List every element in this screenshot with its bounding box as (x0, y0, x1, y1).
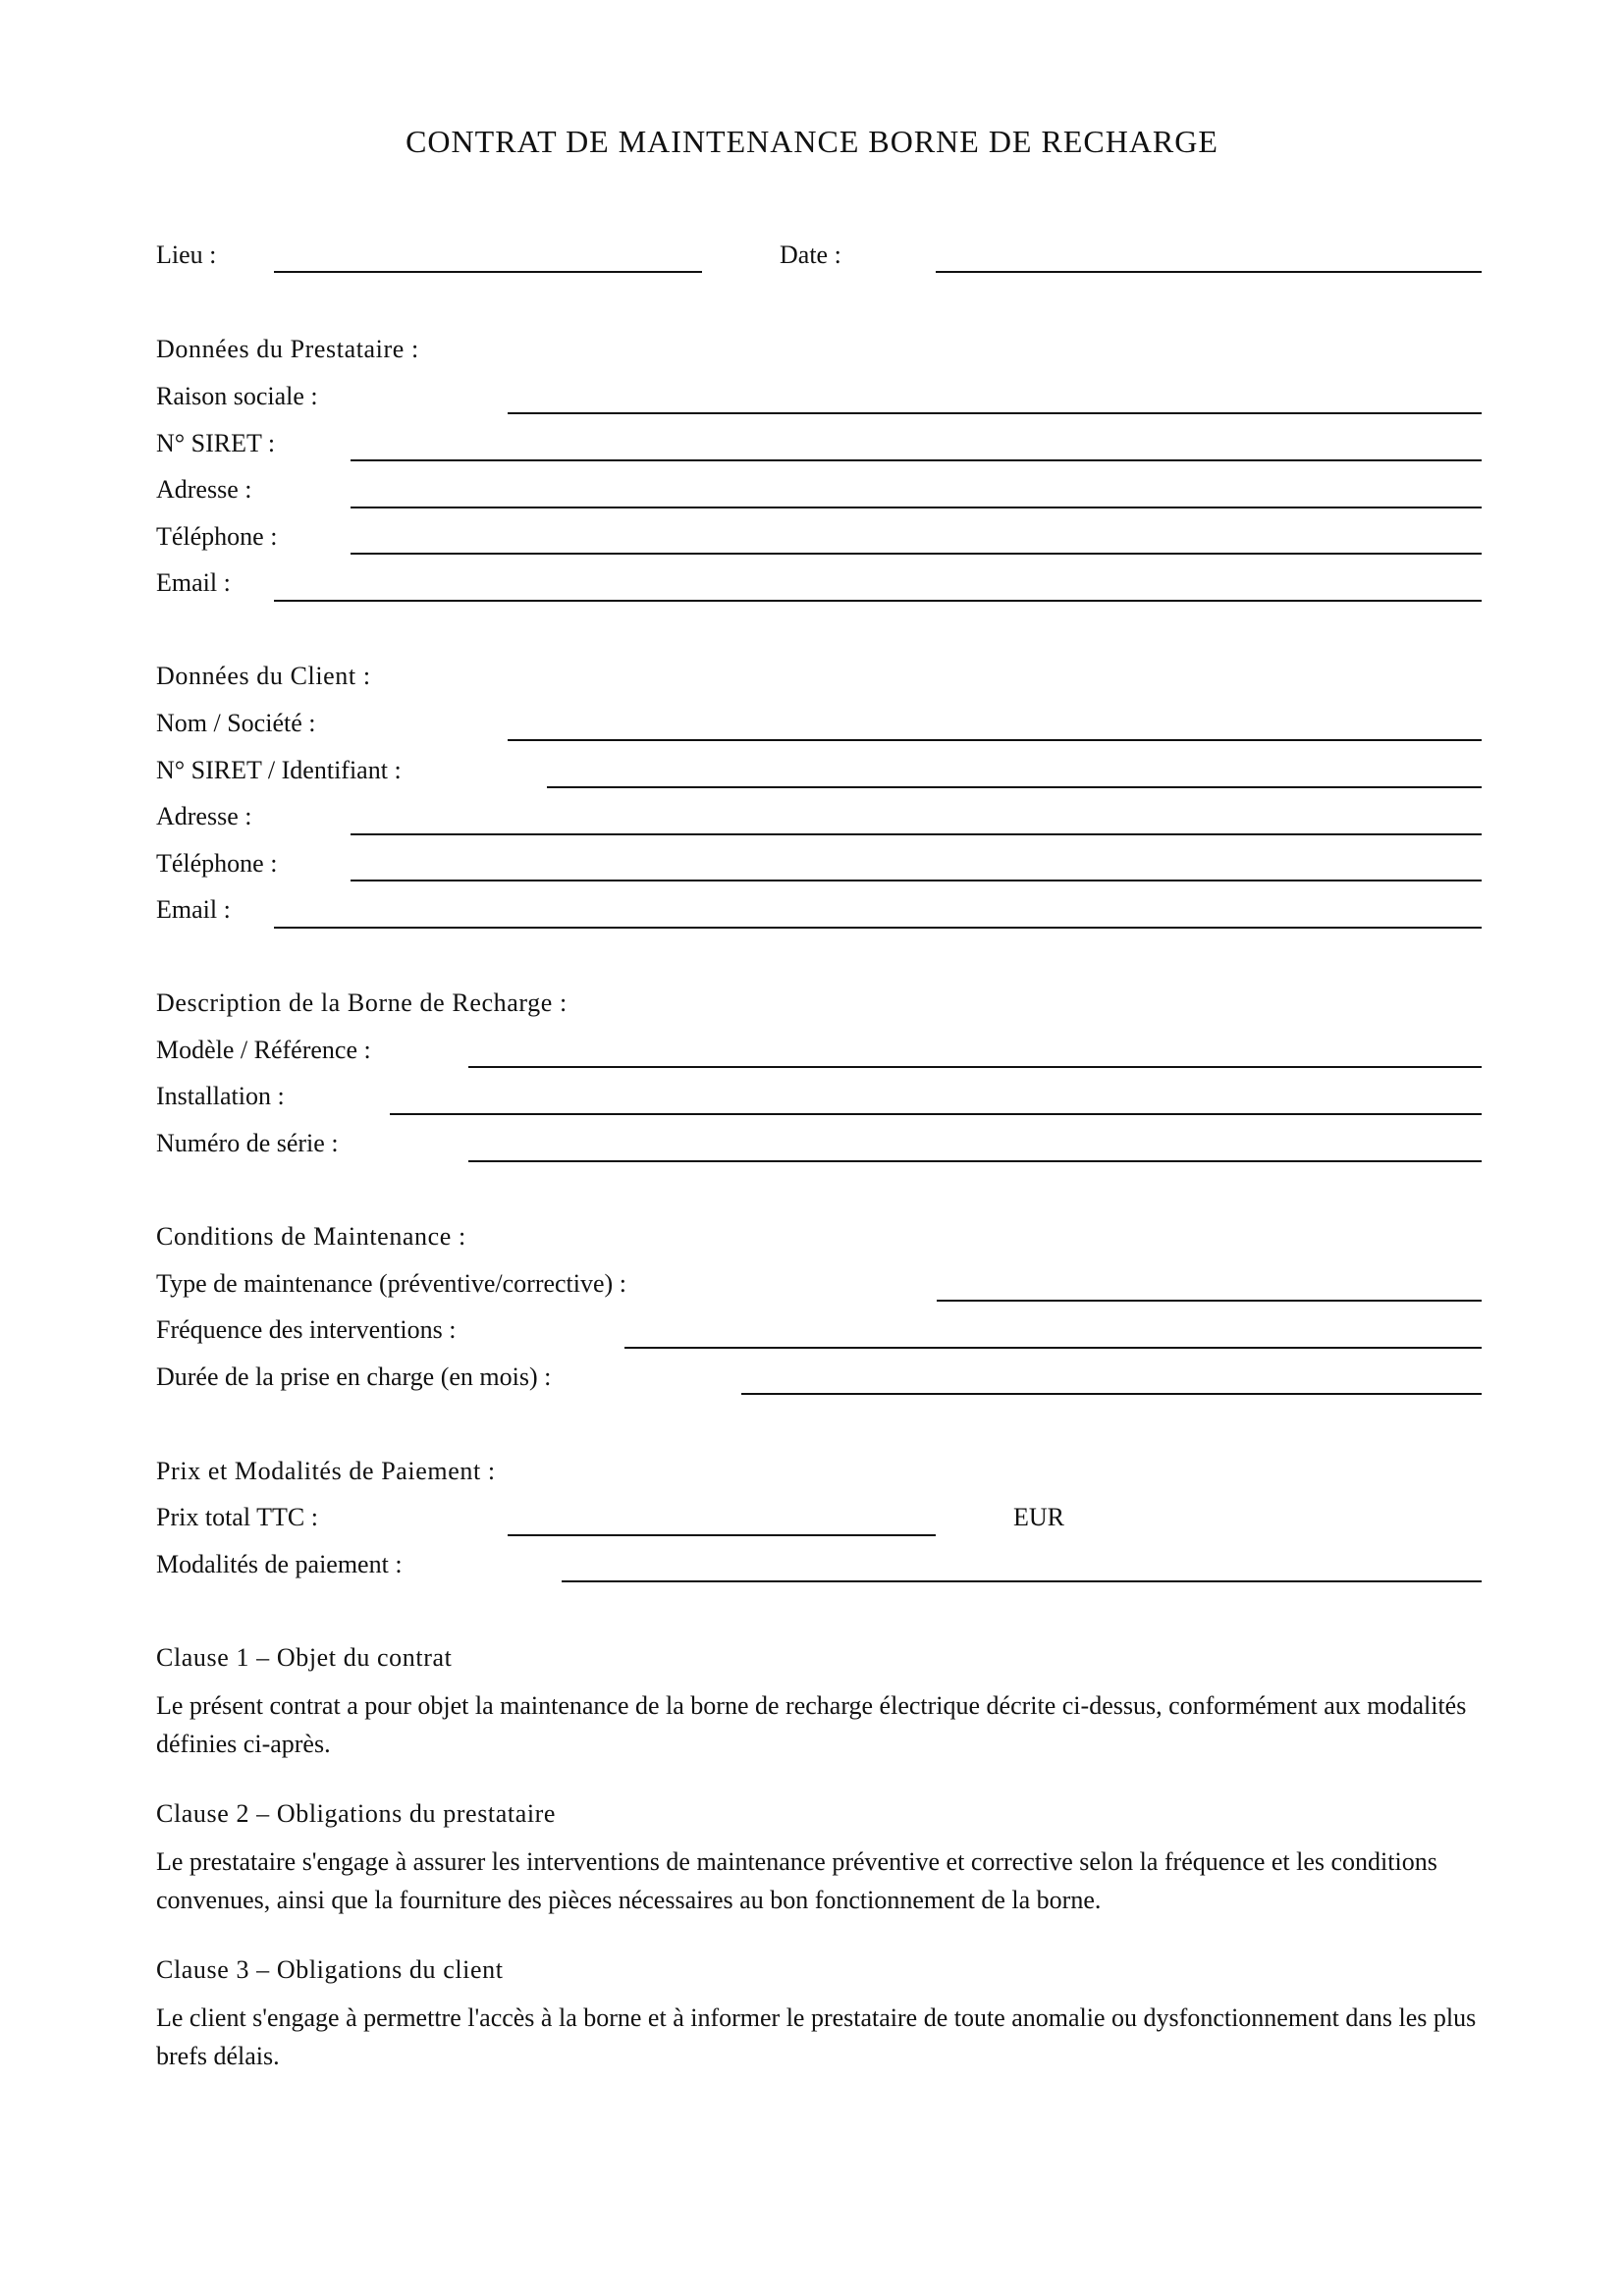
paiement-modalites-label: Modalités de paiement : (156, 1550, 403, 1578)
borne-heading: Description de la Borne de Recharge : (156, 988, 568, 1017)
client-nom-line[interactable] (508, 739, 1482, 741)
client-email-label: Email : (156, 895, 231, 924)
conditions-frequence-label: Fréquence des interventions : (156, 1315, 457, 1344)
paiement-currency: EUR (1013, 1503, 1064, 1531)
prestataire-email-label: Email : (156, 568, 231, 597)
prestataire-adresse-label: Adresse : (156, 475, 252, 504)
client-adresse-label: Adresse : (156, 802, 252, 830)
conditions-type-label: Type de maintenance (préventive/corrective) : (156, 1269, 626, 1298)
lieu-field-line[interactable] (274, 271, 702, 273)
document-title: CONTRAT DE MAINTENANCE BORNE DE RECHARGE (406, 124, 1218, 159)
prestataire-siret-label: N° SIRET : (156, 429, 276, 457)
client-siret-line[interactable] (547, 786, 1482, 788)
client-email-line[interactable] (274, 927, 1482, 929)
borne-installation-line[interactable] (390, 1113, 1482, 1115)
client-telephone-label: Téléphone : (156, 849, 278, 878)
clause-3-title: Clause 3 – Obligations du client (156, 1955, 504, 1984)
prestataire-telephone-line[interactable] (351, 553, 1482, 555)
prestataire-email-line[interactable] (274, 600, 1482, 602)
borne-modele-line[interactable] (468, 1066, 1482, 1068)
prestataire-telephone-label: Téléphone : (156, 522, 278, 551)
borne-modele-label: Modèle / Référence : (156, 1036, 371, 1064)
prestataire-raison-sociale-line[interactable] (508, 412, 1482, 414)
paiement-prix-line[interactable] (508, 1534, 936, 1536)
paiement-heading: Prix et Modalités de Paiement : (156, 1457, 496, 1485)
client-nom-label: Nom / Société : (156, 709, 316, 737)
clause-1-text: Le présent contrat a pour objet la maintenance de la borne de recharge électrique décrite ci-dessus, conformément aux modalités définies ci-après. (156, 1691, 1467, 1758)
conditions-type-line[interactable] (937, 1300, 1482, 1302)
prestataire-adresse-line[interactable] (351, 507, 1482, 508)
conditions-heading: Conditions de Maintenance : (156, 1222, 466, 1251)
clause-1-title: Clause 1 – Objet du contrat (156, 1643, 453, 1672)
client-adresse-line[interactable] (351, 833, 1482, 835)
prestataire-raison-sociale-label: Raison sociale : (156, 382, 318, 410)
clause-2-text: Le prestataire s'engage à assurer les interventions de maintenance préventive et corrective selon la fréquence et les conditions convenues, ainsi que la fourniture des pièces nécessaires au bon fonctionnement de la borne. (156, 1847, 1437, 1914)
conditions-frequence-line[interactable] (624, 1347, 1482, 1349)
conditions-duree-label: Durée de la prise en charge (en mois) : (156, 1362, 552, 1391)
client-siret-label: N° SIRET / Identifiant : (156, 756, 402, 784)
borne-numero-serie-line[interactable] (468, 1160, 1482, 1162)
borne-numero-serie-label: Numéro de série : (156, 1129, 339, 1157)
borne-installation-label: Installation : (156, 1082, 285, 1110)
client-telephone-line[interactable] (351, 880, 1482, 881)
paiement-modalites-line[interactable] (562, 1580, 1482, 1582)
lieu-label: Lieu : (156, 240, 217, 269)
date-label: Date : (780, 240, 841, 269)
prestataire-siret-line[interactable] (351, 459, 1482, 461)
clause-2-title: Clause 2 – Obligations du prestataire (156, 1799, 557, 1828)
conditions-duree-line[interactable] (741, 1393, 1482, 1395)
paiement-prix-label: Prix total TTC : (156, 1503, 318, 1531)
clause-3-text: Le client s'engage à permettre l'accès à la borne et à informer le prestataire de toute anomalie ou dysfonctionnement dans les plus brefs délais. (156, 2003, 1477, 2070)
client-heading: Données du Client : (156, 662, 371, 690)
date-field-line[interactable] (936, 271, 1482, 273)
prestataire-heading: Données du Prestataire : (156, 335, 419, 363)
